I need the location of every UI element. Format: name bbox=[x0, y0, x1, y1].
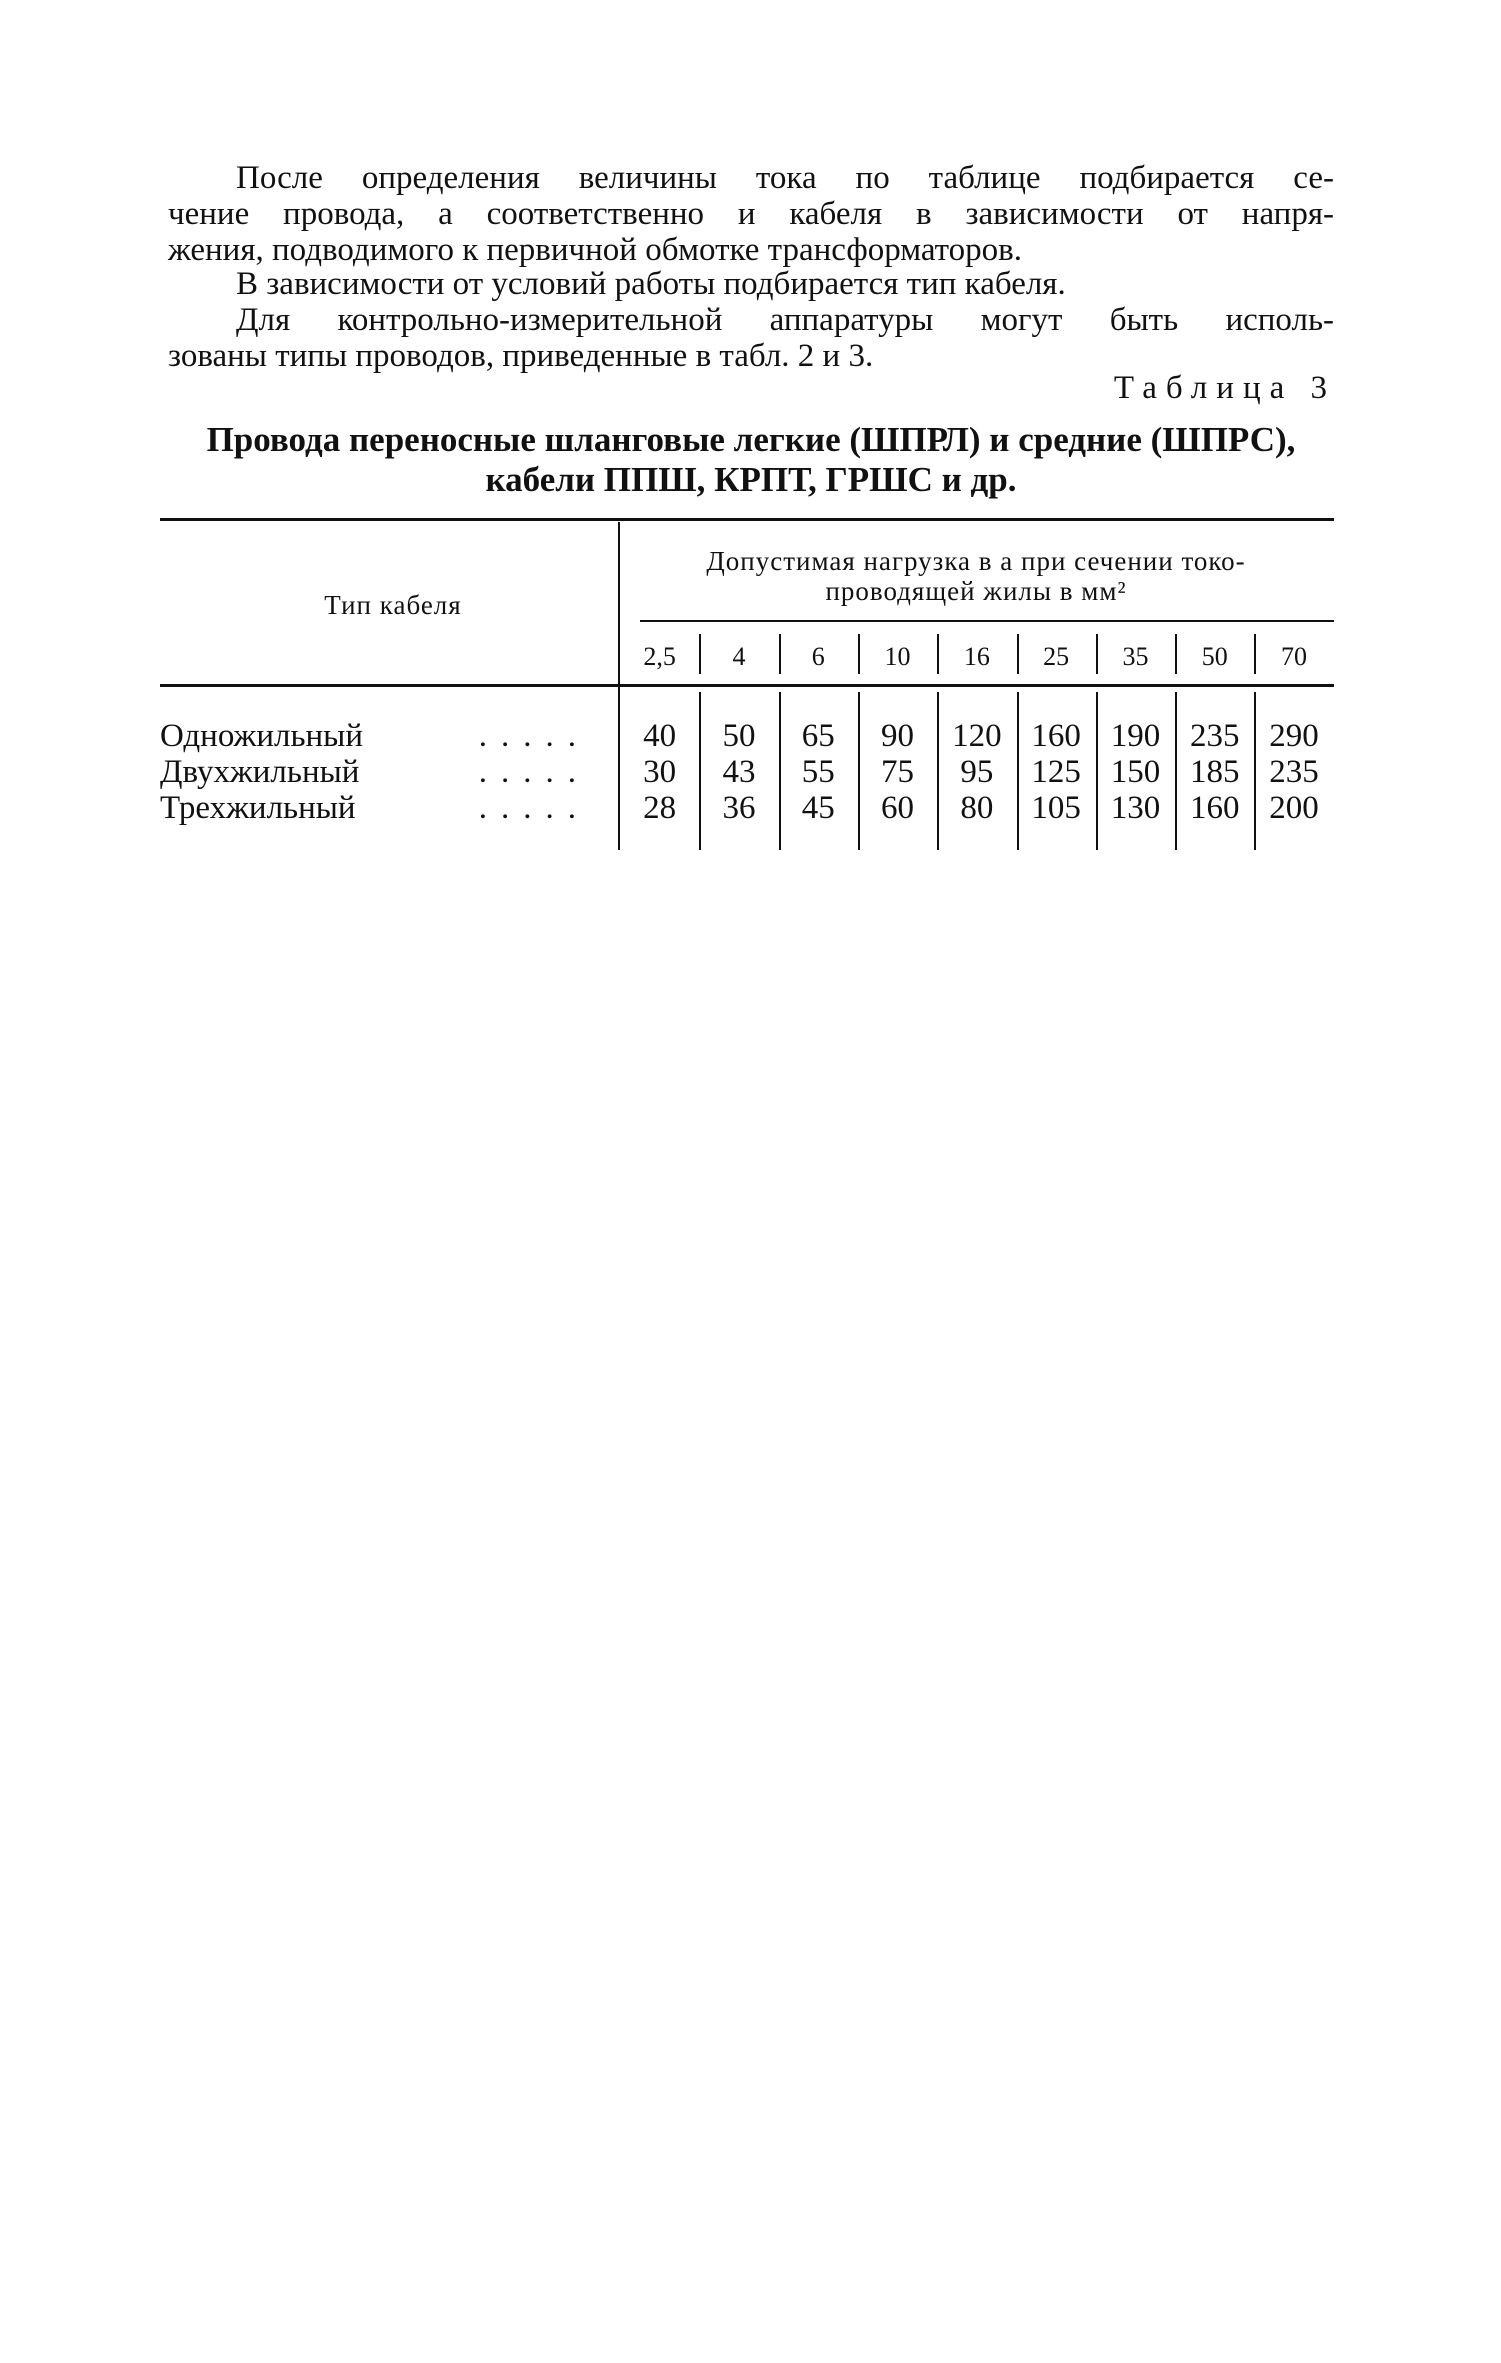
load-value-cell: 160 bbox=[1189, 790, 1240, 826]
leader-dots: ..... bbox=[478, 718, 590, 754]
header-column-divider bbox=[1175, 634, 1177, 674]
cable-type-name: Одножильный bbox=[160, 718, 363, 754]
header-column-divider bbox=[779, 634, 781, 674]
load-value-cell: 190 bbox=[1110, 718, 1161, 754]
load-value-cell: 95 bbox=[960, 754, 994, 790]
caption-line: кабели ППШ, КРПТ, ГРШС и др. bbox=[485, 460, 1017, 499]
header-cable-type: Тип кабеля bbox=[324, 590, 462, 620]
header-column-divider bbox=[858, 634, 860, 674]
header-sub-rule bbox=[640, 620, 1334, 622]
load-value-cell: 235 bbox=[1269, 754, 1319, 790]
text-line: После определения величины тока по таблице подбирается се- bbox=[236, 160, 1334, 196]
header-column-divider bbox=[1096, 634, 1098, 674]
load-value-cell: 105 bbox=[1031, 790, 1081, 826]
text-line: Для контрольно-измерительной аппаратуры могут быть исполь- bbox=[236, 302, 1334, 338]
section-size-header: 25 bbox=[1043, 642, 1070, 671]
load-value-cell: 125 bbox=[1031, 754, 1081, 790]
text-line: жения, подводимого к первичной обмотке трансформаторов. bbox=[168, 232, 1022, 268]
section-size-header: 35 bbox=[1122, 642, 1149, 671]
paragraph-cable-type: В зависимости от условий работы подбирается тип кабеля. bbox=[236, 266, 1066, 302]
leader-dots: ..... bbox=[478, 754, 590, 790]
load-value-cell: 90 bbox=[881, 718, 915, 754]
table-label: Таблица 3 bbox=[1113, 370, 1336, 406]
load-value-cell: 200 bbox=[1269, 790, 1319, 826]
section-size-header: 2,5 bbox=[643, 642, 676, 671]
header-column-divider bbox=[699, 634, 701, 674]
text-line: чение провода, а соответственно и кабеля в зависимости от напря- bbox=[168, 196, 1334, 232]
section-size-header: 10 bbox=[884, 642, 911, 671]
load-value-cell: 80 bbox=[960, 790, 994, 826]
caption-line: Провода переносные шланговые легкие (ШПРЛ) и средние (ШПРС), bbox=[206, 420, 1296, 459]
section-size-header: 6 bbox=[811, 642, 825, 671]
header-line: Допустимая нагрузка в а при сечении токо- bbox=[706, 546, 1246, 576]
load-value-cell: 45 bbox=[801, 790, 835, 826]
load-value-cell: 55 bbox=[801, 754, 835, 790]
section-size-header: 50 bbox=[1201, 642, 1228, 671]
section-size-header: 4 bbox=[732, 642, 746, 671]
leader-dots: ..... bbox=[478, 790, 590, 826]
row-label bbox=[160, 718, 590, 755]
paragraph-wire-types bbox=[168, 302, 1334, 374]
header-column-divider bbox=[1254, 634, 1256, 674]
paragraph-current-selection bbox=[168, 160, 1334, 268]
header-bottom-rule bbox=[160, 684, 1334, 687]
load-value-cell: 60 bbox=[881, 790, 915, 826]
text-line: зованы типы проводов, приведенные в табл. 2 и 3. bbox=[168, 338, 874, 374]
load-value-cell: 40 bbox=[643, 718, 677, 754]
load-value-cell: 160 bbox=[1031, 718, 1081, 754]
row-label bbox=[160, 790, 590, 827]
header-allowed-load bbox=[640, 546, 1312, 606]
load-value-cell: 50 bbox=[722, 718, 756, 754]
load-value-cell: 290 bbox=[1269, 718, 1319, 754]
load-value-cell: 130 bbox=[1110, 790, 1161, 826]
load-value-cell: 65 bbox=[801, 718, 835, 754]
load-value-cell: 120 bbox=[952, 718, 1002, 754]
load-value-cell: 43 bbox=[722, 754, 756, 790]
load-value-cell: 235 bbox=[1189, 718, 1240, 754]
header-column-divider bbox=[1017, 634, 1019, 674]
header-line: проводящей жилы в мм² bbox=[825, 576, 1127, 606]
header-column-divider bbox=[937, 634, 939, 674]
cable-type-name: Трехжильный bbox=[160, 790, 356, 826]
table-caption bbox=[168, 420, 1334, 500]
load-value-cell: 30 bbox=[643, 754, 677, 790]
load-value-cell: 150 bbox=[1110, 754, 1161, 790]
row-label bbox=[160, 754, 590, 791]
section-size-header: 16 bbox=[963, 642, 990, 671]
load-value-cell: 28 bbox=[643, 790, 677, 826]
section-size-header: 70 bbox=[1281, 642, 1308, 671]
load-value-cell: 75 bbox=[881, 754, 915, 790]
load-value-cell: 36 bbox=[722, 790, 756, 826]
table-top-rule bbox=[160, 518, 1334, 521]
cable-type-name: Двухжильный bbox=[160, 754, 360, 790]
load-value-cell: 185 bbox=[1189, 754, 1240, 790]
